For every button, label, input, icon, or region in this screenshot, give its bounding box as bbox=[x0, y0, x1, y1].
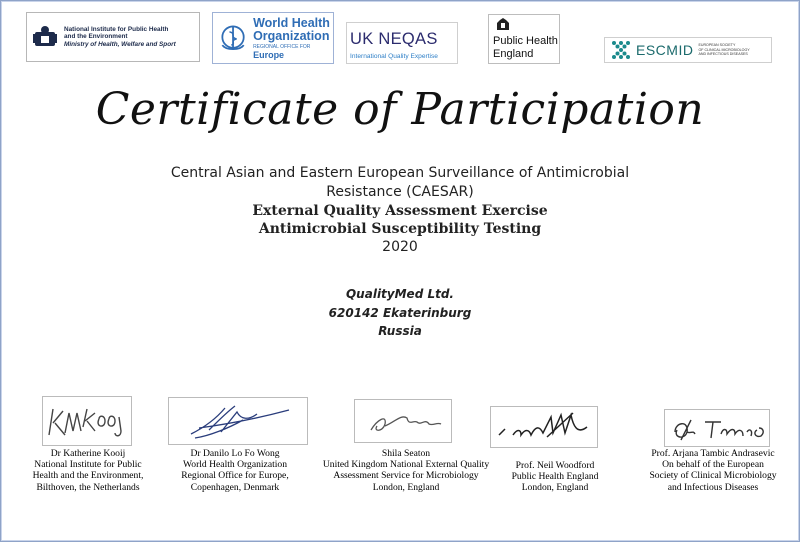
who-line1: World Health bbox=[253, 15, 330, 30]
phe-line1: Public Health bbox=[493, 35, 558, 47]
phe-line2: England bbox=[493, 47, 534, 60]
who-logo bbox=[212, 12, 334, 64]
rivm-line1: National Institute for Public Health bbox=[64, 25, 169, 33]
participant-name: QualityMed Ltd. bbox=[345, 287, 454, 301]
signatory-org: Health and the Environment, bbox=[32, 470, 144, 482]
signature-woodford bbox=[490, 406, 598, 448]
rivm-logo bbox=[26, 12, 200, 62]
signature-tambic bbox=[664, 409, 770, 447]
rivm-line2: and the Environment bbox=[64, 33, 128, 41]
rivm-line3: Ministry of Health, Welfare and Sport bbox=[64, 40, 176, 48]
signatory-tambic bbox=[628, 448, 798, 493]
signatory-org: National Institute for Public bbox=[34, 459, 142, 471]
escmid-name: ESCMID bbox=[636, 42, 694, 58]
exercise-name: External Quality Assessment Exercise bbox=[252, 203, 548, 219]
escmid-desc3: AND INFECTIOUS DISEASES bbox=[698, 52, 748, 57]
program-line2: Resistance (CAESAR) bbox=[326, 184, 474, 200]
signatory-location: Copenhagen, Denmark bbox=[190, 481, 280, 493]
signatory-location: Bilthoven, the Netherlands bbox=[36, 481, 140, 493]
program-name bbox=[150, 164, 650, 202]
signatory-org: World Health Organization bbox=[182, 459, 288, 471]
program-line1: Central Asian and Eastern European Surveillance of Antimicrobial bbox=[170, 165, 630, 181]
signatory-seaton bbox=[306, 448, 506, 493]
topic-name: Antimicrobial Susceptibility Testing bbox=[258, 221, 542, 237]
participant-country: Russia bbox=[378, 324, 422, 338]
signatory-org: Assessment Service for Microbiology bbox=[333, 470, 479, 482]
signatory-name: Dr Katherine Kooij bbox=[50, 448, 126, 459]
signatory-org: United Kingdom National External Quality bbox=[322, 459, 490, 471]
signature-kooij bbox=[42, 396, 132, 446]
escmid-desc1: EUROPEAN SOCIETY bbox=[698, 43, 736, 48]
signatory-org: Regional Office for Europe, bbox=[181, 470, 289, 482]
signatory-name: Prof. Neil Woodford bbox=[515, 460, 595, 471]
who-emblem-icon bbox=[217, 20, 249, 56]
escmid-desc2: OF CLINICAL MICROBIOLOGY bbox=[698, 47, 750, 52]
signature-lofowong bbox=[168, 397, 308, 445]
signatory-lofowong bbox=[160, 448, 310, 493]
escmid-logo bbox=[604, 37, 772, 63]
neqas-name: UK NEQAS bbox=[350, 30, 438, 48]
signatory-name: Prof. Arjana Tambic Andrasevic bbox=[651, 448, 775, 459]
signatory-woodford bbox=[490, 460, 620, 494]
participant-city: 620142 Ekaterinburg bbox=[328, 306, 472, 320]
certificate-year: 2020 bbox=[382, 239, 418, 255]
who-regional: REGIONAL OFFICE FOR bbox=[253, 43, 311, 50]
certificate-title: Certificate of Participation bbox=[95, 84, 705, 135]
signatory-kooij bbox=[8, 448, 168, 493]
signatory-location: London, England bbox=[372, 481, 440, 493]
uk-neqas-logo bbox=[346, 22, 458, 64]
signatory-name: Shila Seaton bbox=[381, 448, 431, 459]
signatory-org: Public Health England bbox=[511, 471, 599, 483]
signatory-name: Dr Danilo Lo Fo Wong bbox=[190, 448, 280, 459]
dutch-crest-icon bbox=[32, 24, 58, 50]
phe-logo bbox=[488, 14, 560, 64]
who-line2: Organization bbox=[253, 28, 330, 43]
neqas-tagline: International Quality Expertise bbox=[350, 53, 438, 60]
signatory-org: Society of Clinical Microbiology bbox=[649, 470, 777, 482]
signatory-location: London, England bbox=[521, 482, 589, 494]
signature-seaton bbox=[354, 399, 452, 443]
signatory-org: and Infectious Diseases bbox=[667, 481, 759, 493]
signatory-org: On behalf of the European bbox=[662, 459, 764, 471]
escmid-mark-icon bbox=[611, 40, 631, 60]
royal-crest-icon bbox=[495, 17, 511, 31]
who-region: Europe bbox=[253, 49, 285, 60]
